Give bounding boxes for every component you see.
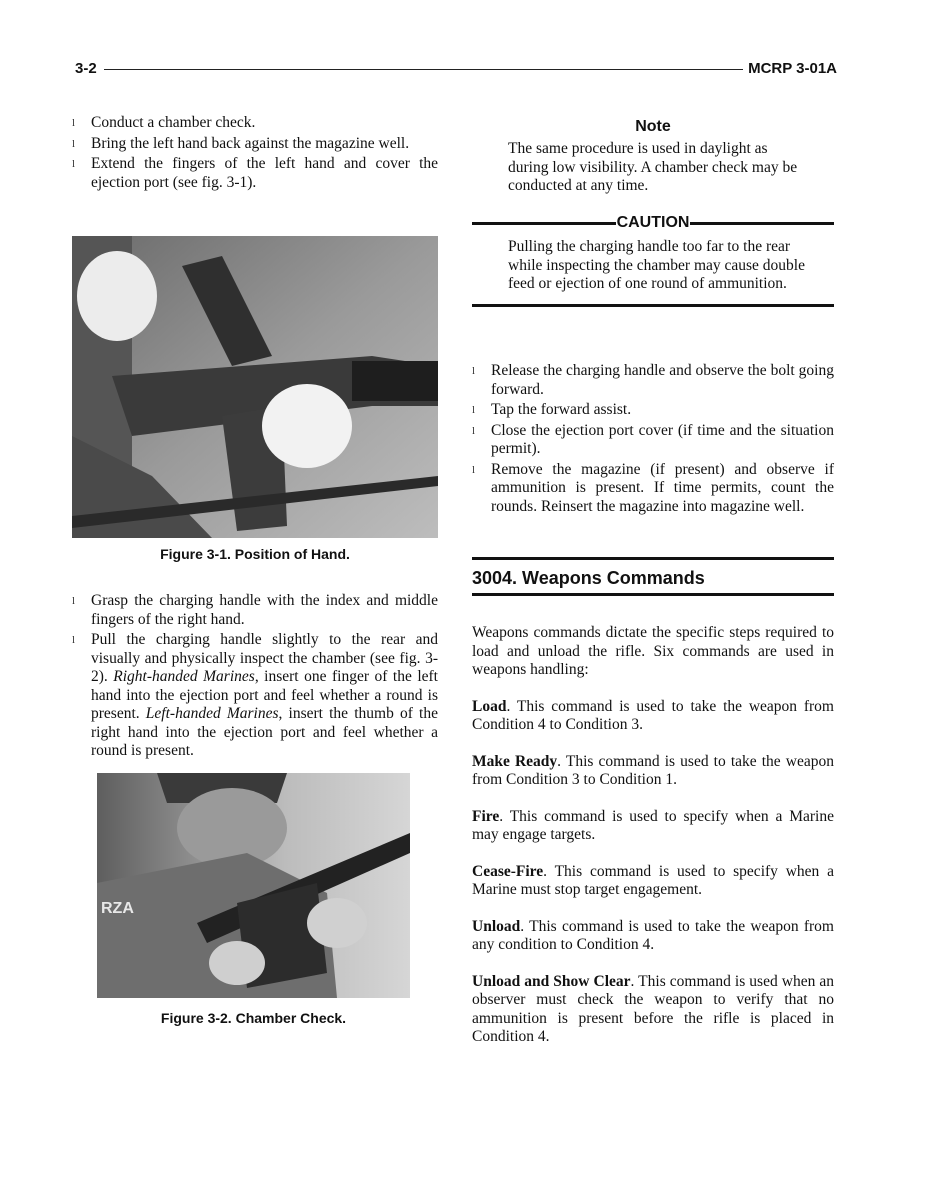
command-unload: Unload. This command is used to take the weapon from any condition to Condition 4. [472,917,834,953]
bullet-mark: l [472,424,476,437]
command-cease-fire: Cease-Fire. This command is used to specify when a Marine must stop target engagement. [472,862,834,898]
bullet-mark: l [72,117,76,129]
list-item: l Bring the left hand back against the magazine well. [72,134,410,152]
list-item: l Release the charging handle and observe the bolt going forward. [472,362,834,398]
figure-3-2-photo [97,773,410,998]
list-item: l Close the ejection port cover (if time and the situation permit). [472,421,834,457]
caution-box [472,214,834,307]
bullet-mark: l [72,158,76,170]
publication-id: MCRP 3-01A [748,60,837,77]
left-bullet-list-top [72,114,438,194]
bullet-mark: l [472,365,476,377]
section-bottom-rule [472,593,834,596]
caution-text: Pulling the charging handle too far to the rear while inspecting the chamber may cause double feed or ejection of one round of ammunition. [508,238,805,292]
right-bullet-list [472,362,834,518]
bullet-mark: l [472,463,476,476]
list-item: l Conduct a chamber check. [72,114,256,131]
caution-bottom-rule [472,304,834,307]
weapons-commands-body [472,624,834,1047]
list-item: l Grasp the charging handle with the index and middle fingers of the right hand. [72,592,438,628]
list-item: l Tap the forward assist. [472,401,632,418]
caution-header [472,214,834,232]
page-number: 3-2 [75,60,97,77]
command-load: Load. This command is used to take the weapon from Condition 4 to Condition 3. [472,697,834,733]
list-item: l Extend the fingers of the left hand and cover the ejection port (see fig. 3-1). [72,155,438,191]
note-title: Note [635,118,671,135]
command-fire: Fire. This command is used to specify when a Marine may engage targets. [472,807,834,843]
bullet-mark: l [72,137,76,150]
command-unload-show-clear: Unload and Show Clear. This command is used when an observer must check the weapon to verify that no ammunition is present before the rifle is placed in Condition 4. [472,972,834,1045]
bullet-mark: l [472,404,476,416]
caution-title: CAUTION [616,214,690,231]
figure-3-2-caption: Figure 3-2. Chamber Check. [160,1010,347,1026]
command-make-ready: Make Ready. This command is used to take the weapon from Condition 3 to Condition 1. [472,752,834,788]
figure-3-1-photo [72,236,438,538]
section-title: 3004. Weapons Commands [472,568,705,588]
left-bullet-list-mid [72,592,438,763]
list-item: l Pull the charging handle slightly to the rear and visually and physically inspect the chamber (see fig. 3-2). Right-handed Marines, insert one finger of the left hand into the ejection port and feel whether a round is present. Left-handed Marines, insert the thumb of the right hand into the ejection port and feel whether a round is present. [72,631,438,759]
section-intro: Weapons commands dictate the specific steps required to load and unload the rifle. Six commands are used in weapons handling: [472,624,834,678]
caution-rule-right [690,222,834,225]
note-box [472,118,834,196]
bullet-mark: l [72,634,76,646]
section-3004 [472,557,834,596]
name-tape-text: RZA [101,900,134,917]
header-rule [104,69,743,70]
caution-rule-left [472,222,616,225]
note-text: The same procedure is used in daylight as during low visibility. A chamber check may be conducted at any time. [508,140,798,194]
list-item: l Remove the magazine (if present) and observe if ammunition is present. If time permits, count the rounds. Reinsert the magazine into magazine well. [472,460,834,515]
bullet-mark: l [72,595,76,607]
figure-3-1-caption: Figure 3-1. Position of Hand. [160,546,350,562]
